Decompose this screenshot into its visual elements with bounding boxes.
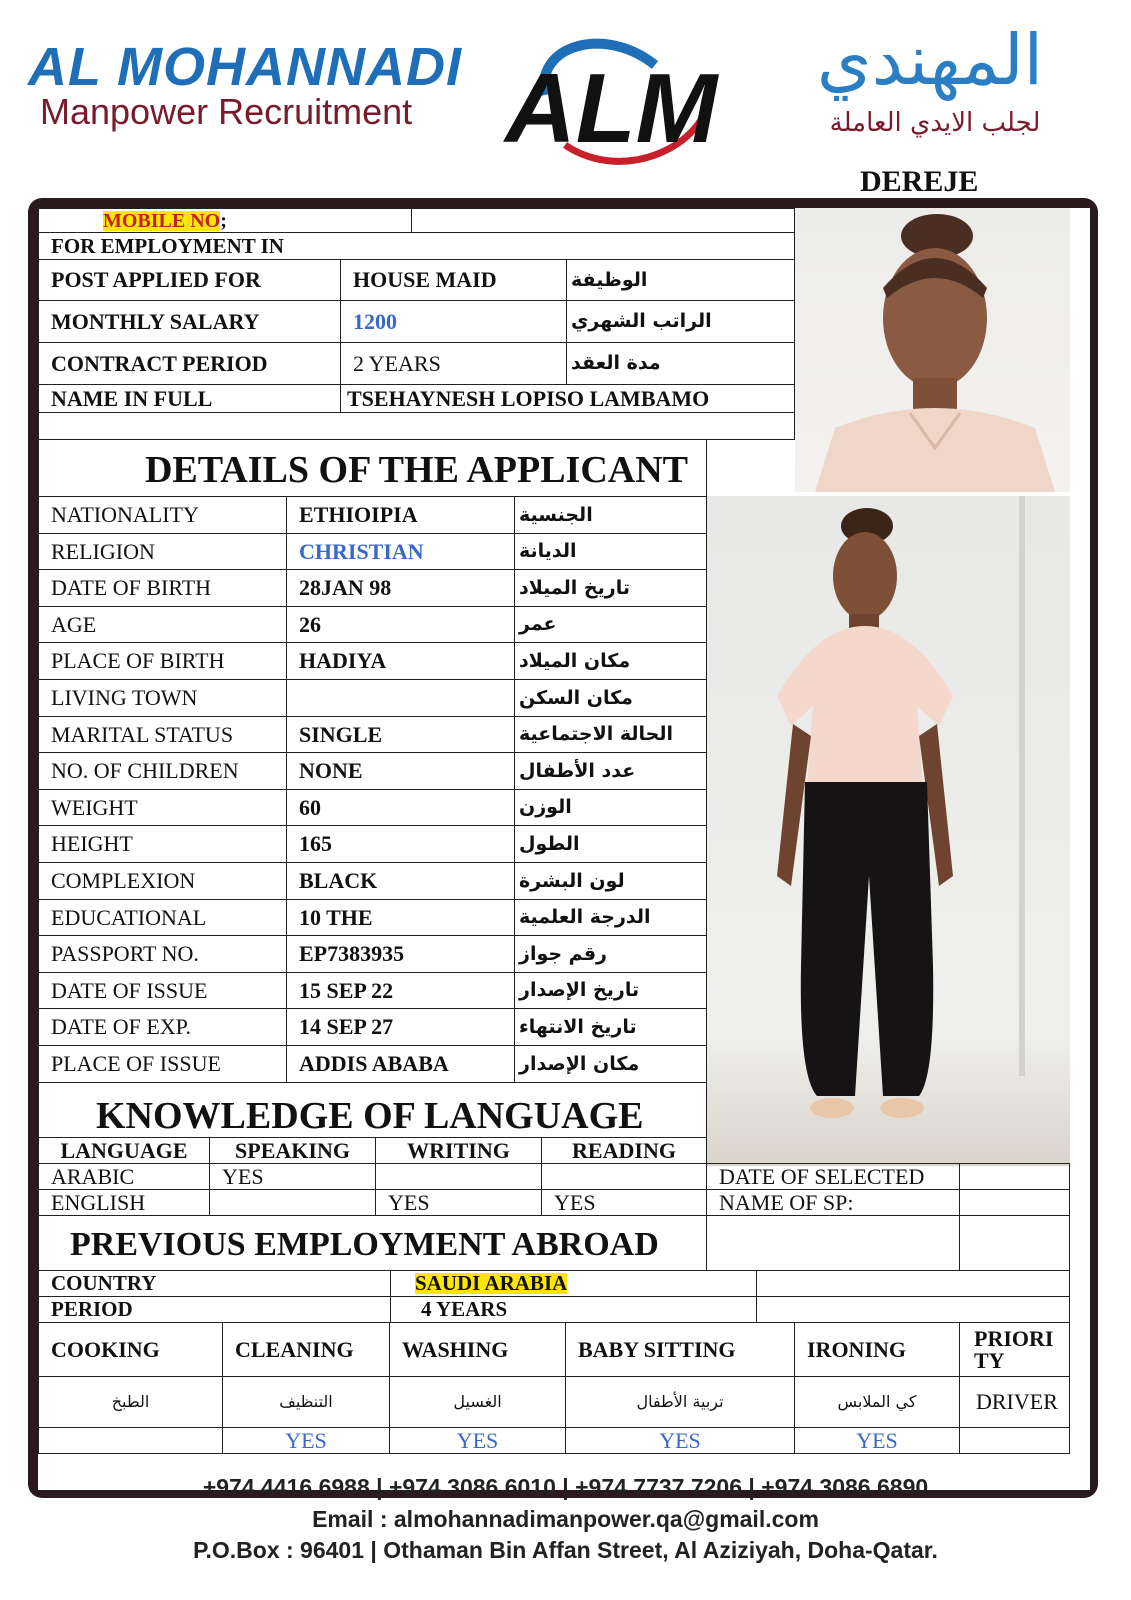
detail-value: 26 bbox=[286, 606, 515, 643]
brand-name-arabic: المهندي bbox=[816, 19, 1044, 101]
skill-value: YES bbox=[389, 1427, 566, 1454]
country-label: COUNTRY bbox=[38, 1270, 391, 1297]
detail-value: 10 THE bbox=[286, 899, 515, 936]
arabic-speaking: YES bbox=[209, 1163, 376, 1190]
country-value: SAUDI ARABIA bbox=[415, 1271, 568, 1295]
priority-header bbox=[959, 1322, 1070, 1377]
footer-email: Email : almohannadimanpower.qa@gmail.com bbox=[312, 1506, 819, 1532]
detail-arabic: مكان الميلاد bbox=[514, 642, 707, 680]
detail-arabic: الدرجة العلمية bbox=[514, 899, 707, 936]
english-reading: YES bbox=[541, 1189, 707, 1216]
detail-label: MARITAL STATUS bbox=[38, 716, 287, 753]
skill-arabic: التنظيف bbox=[222, 1376, 390, 1428]
portrait-figure-icon bbox=[795, 208, 1070, 492]
logo-text: ALM bbox=[505, 53, 718, 163]
detail-label: PLACE OF ISSUE bbox=[38, 1045, 287, 1083]
detail-label: DATE OF ISSUE bbox=[38, 972, 287, 1009]
mobile-suffix: ; bbox=[220, 209, 227, 232]
salary-label: MONTHLY SALARY bbox=[38, 300, 341, 343]
spacer-row bbox=[38, 412, 795, 440]
period-blank bbox=[756, 1296, 1070, 1323]
priority-blank bbox=[959, 1427, 1070, 1454]
skill-arabic: تربية الأطفال bbox=[565, 1376, 795, 1428]
employment-label: FOR EMPLOYMENT IN bbox=[38, 232, 795, 260]
detail-label: LIVING TOWN bbox=[38, 679, 287, 717]
detail-value: ETHIOIPIA bbox=[286, 496, 515, 534]
detail-value: EP7383935 bbox=[286, 935, 515, 973]
sp-name-label: NAME OF SP: bbox=[706, 1189, 960, 1216]
detail-label: WEIGHT bbox=[38, 789, 287, 826]
detail-label: DATE OF EXP. bbox=[38, 1008, 287, 1046]
mobile-value bbox=[411, 208, 795, 233]
contract-value: 2 YEARS bbox=[340, 342, 567, 385]
arabic-reading bbox=[541, 1163, 707, 1190]
detail-arabic: الوزن bbox=[514, 789, 707, 826]
priority-value: DRIVER bbox=[959, 1376, 1070, 1428]
detail-arabic: تاريخ الانتهاء bbox=[514, 1008, 707, 1046]
contract-label: CONTRACT PERIOD bbox=[38, 342, 341, 385]
skill-header: IRONING bbox=[794, 1322, 960, 1377]
country-value-cell bbox=[390, 1270, 757, 1297]
detail-label: PLACE OF BIRTH bbox=[38, 642, 287, 680]
detail-label: COMPLEXION bbox=[38, 862, 287, 900]
skill-value: YES bbox=[222, 1427, 390, 1454]
skill-arabic: كي الملابس bbox=[794, 1376, 960, 1428]
detail-arabic: مكان الإصدار bbox=[514, 1045, 707, 1083]
skill-header: CLEANING bbox=[222, 1322, 390, 1377]
priority-label-2: TY bbox=[974, 1347, 1005, 1373]
speaking-header: SPEAKING bbox=[209, 1137, 376, 1164]
detail-value: ADDIS ABABA bbox=[286, 1045, 515, 1083]
detail-label: PASSPORT NO. bbox=[38, 935, 287, 973]
skill-value bbox=[38, 1427, 223, 1454]
mobile-label: MOBILE NO bbox=[103, 209, 221, 232]
post-label: POST APPLIED FOR bbox=[38, 259, 341, 301]
period-label: PERIOD bbox=[38, 1296, 391, 1323]
previous-title: PREVIOUS EMPLOYMENT ABROAD bbox=[70, 1226, 659, 1263]
language-english: ENGLISH bbox=[38, 1189, 210, 1216]
detail-value: HADIYA bbox=[286, 642, 515, 680]
date-selected-label: DATE OF SELECTED bbox=[706, 1163, 960, 1190]
detail-value: 14 SEP 27 bbox=[286, 1008, 515, 1046]
salary-value: 1200 bbox=[340, 300, 567, 343]
brand-name: AL MOHANNADI bbox=[28, 37, 462, 97]
period-value: 4 YEARS bbox=[390, 1296, 757, 1323]
full-body-figure-icon bbox=[707, 496, 1070, 1166]
language-header: LANGUAGE bbox=[38, 1137, 210, 1164]
detail-arabic: لون البشرة bbox=[514, 862, 707, 900]
detail-arabic: الطول bbox=[514, 825, 707, 863]
contract-arabic: مدة العقد bbox=[566, 342, 795, 385]
skill-value: YES bbox=[565, 1427, 795, 1454]
skill-header: WASHING bbox=[389, 1322, 566, 1377]
sp-name-value bbox=[959, 1189, 1070, 1216]
skill-header: COOKING bbox=[38, 1322, 223, 1377]
detail-value: 28JAN 98 bbox=[286, 569, 515, 607]
detail-arabic: تاريخ الإصدار bbox=[514, 972, 707, 1009]
portrait-photo bbox=[795, 208, 1070, 492]
previous-blank-2 bbox=[959, 1215, 1070, 1271]
english-writing: YES bbox=[375, 1189, 542, 1216]
details-title: DETAILS OF THE APPLICANT bbox=[144, 449, 689, 491]
priority-label-1: PRIORI bbox=[974, 1325, 1054, 1351]
writing-header: WRITING bbox=[375, 1137, 542, 1164]
detail-arabic: مكان السكن bbox=[514, 679, 707, 717]
mobile-label-cell bbox=[38, 208, 412, 233]
skill-arabic: الغسيل bbox=[389, 1376, 566, 1428]
detail-arabic: رقم جواز bbox=[514, 935, 707, 973]
detail-label: AGE bbox=[38, 606, 287, 643]
name-value: TSEHAYNESH LOPISO LAMBAMO bbox=[340, 384, 795, 413]
detail-value bbox=[286, 679, 515, 717]
detail-value: 165 bbox=[286, 825, 515, 863]
skill-arabic: الطبخ bbox=[38, 1376, 223, 1428]
detail-arabic: عدد الأطفال bbox=[514, 752, 707, 790]
detail-arabic: الحالة الاجتماعية bbox=[514, 716, 707, 753]
detail-label: RELIGION bbox=[38, 533, 287, 570]
detail-arabic: تاريخ الميلاد bbox=[514, 569, 707, 607]
detail-label: HEIGHT bbox=[38, 825, 287, 863]
detail-value: CHRISTIAN bbox=[286, 533, 515, 570]
detail-label: NATIONALITY bbox=[38, 496, 287, 534]
detail-label: EDUCATIONAL bbox=[38, 899, 287, 936]
reading-header: READING bbox=[541, 1137, 707, 1164]
salary-arabic: الراتب الشهري bbox=[566, 300, 795, 343]
skill-value: YES bbox=[794, 1427, 960, 1454]
detail-value: SINGLE bbox=[286, 716, 515, 753]
english-speaking bbox=[209, 1189, 376, 1216]
detail-value: BLACK bbox=[286, 862, 515, 900]
brand-subtitle: Manpower Recruitment bbox=[40, 91, 413, 132]
country-blank bbox=[756, 1270, 1070, 1297]
date-selected-value bbox=[959, 1163, 1070, 1190]
footer-address: P.O.Box : 96401 | Othaman Bin Affan Street, Al Aziziyah, Doha-Qatar. bbox=[193, 1537, 938, 1563]
detail-arabic: عمر bbox=[514, 606, 707, 643]
detail-label: DATE OF BIRTH bbox=[38, 569, 287, 607]
detail-arabic: الديانة bbox=[514, 533, 707, 570]
name-label: NAME IN FULL bbox=[38, 384, 341, 413]
detail-value: 60 bbox=[286, 789, 515, 826]
language-arabic: ARABIC bbox=[38, 1163, 210, 1190]
post-arabic: الوظيفة bbox=[566, 259, 795, 301]
skill-header: BABY SITTING bbox=[565, 1322, 795, 1377]
detail-value: NONE bbox=[286, 752, 515, 790]
agent-name: DEREJE bbox=[860, 165, 979, 198]
brand-subtitle-arabic: لجلب الايدي العاملة bbox=[829, 108, 1041, 138]
footer-phones: +974 4416 6988 | +974 3086 6010 | +974 7737 7206 | +974 3086 6890 bbox=[202, 1474, 929, 1500]
detail-label: NO. OF CHILDREN bbox=[38, 752, 287, 790]
previous-blank-1 bbox=[706, 1215, 960, 1271]
full-body-photo bbox=[707, 496, 1070, 1166]
arabic-writing bbox=[375, 1163, 542, 1190]
detail-value: 15 SEP 22 bbox=[286, 972, 515, 1009]
post-value: HOUSE MAID bbox=[340, 259, 567, 301]
language-title: KNOWLEDGE OF LANGUAGE bbox=[96, 1095, 644, 1137]
detail-arabic: الجنسية bbox=[514, 496, 707, 534]
